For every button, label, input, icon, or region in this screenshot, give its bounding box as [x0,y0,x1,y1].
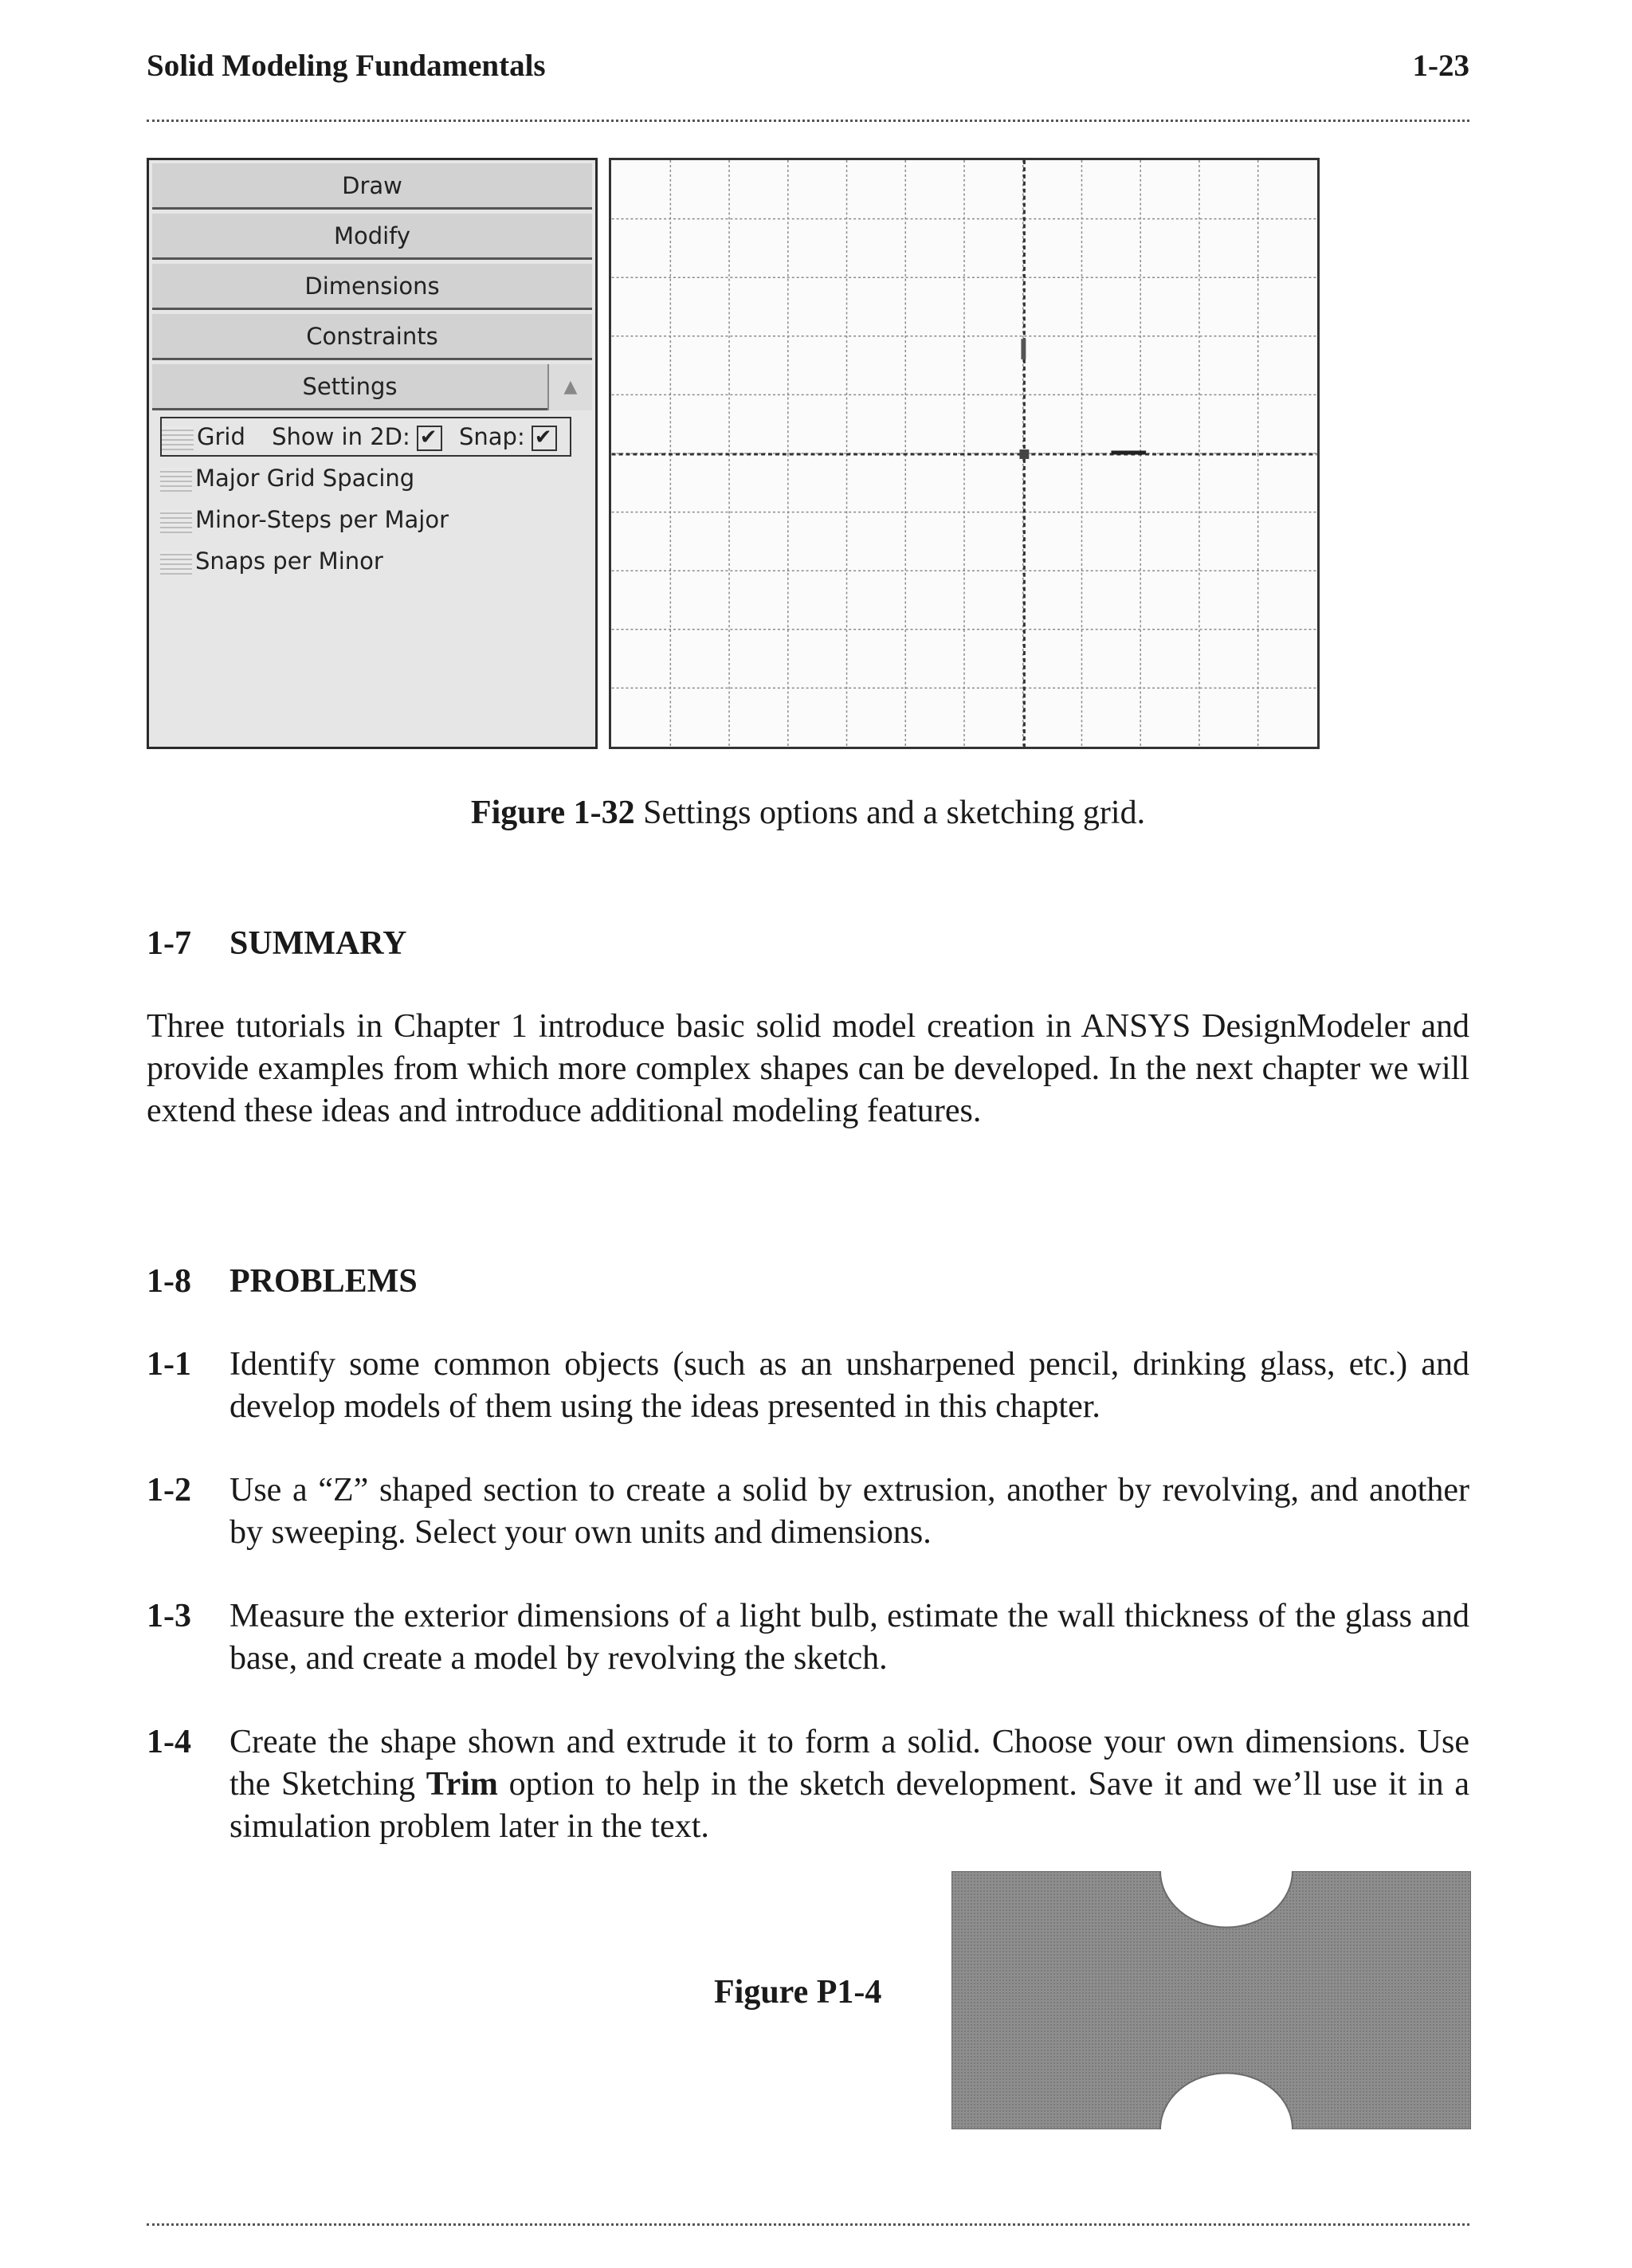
snaps-per-minor-label: Snaps per Minor [195,547,383,575]
running-header [147,48,1469,96]
section-number: 1-8 [147,1263,191,1300]
draw-button[interactable]: Draw [152,163,592,210]
section-title: SUMMARY [230,925,407,962]
minor-steps-row[interactable] [160,501,449,538]
section-title: PROBLEMS [230,1263,418,1300]
dimensions-button[interactable]: Dimensions [152,264,592,310]
problem-text: Use a “Z” shaped section to create a solid by extrusion, another by revolving, and another by sweeping. Select your own units and dimensions. [230,1472,1469,1551]
grid-label: Grid [197,423,245,450]
origin-icon [1019,449,1029,459]
snaps-per-minor-row[interactable] [160,543,383,579]
problem-number: 1-2 [147,1472,191,1509]
axis-marker-icon [1021,339,1026,359]
settings-panel [147,158,598,749]
figure-1-32-caption [147,794,1469,832]
section-number: 1-7 [147,925,191,962]
minor-steps-label: Minor-Steps per Major [195,506,449,533]
grid-icon [162,426,194,450]
show-in-2d-checkbox[interactable] [417,426,442,451]
problem-number: 1-3 [147,1598,191,1634]
spacing-icon [160,468,192,492]
sketching-grid[interactable] [609,158,1320,749]
problems-heading [147,1262,418,1301]
settings-button[interactable]: Settings [152,364,547,410]
problem-number: 1-4 [147,1724,191,1760]
figure-p1-4-shape [951,1871,1471,2129]
problem-number: 1-1 [147,1346,191,1383]
spacing-icon [160,509,192,533]
figure-p1-4-label: Figure P1-4 [714,1974,882,2011]
figure-caption-text: Settings options and a sketching grid. [634,795,1146,831]
figure-label: Figure 1-32 [470,795,635,831]
modify-button[interactable]: Modify [152,214,592,260]
summary-heading [147,924,407,963]
trim-option: Trim [426,1766,498,1803]
spacing-icon [160,551,192,575]
page-number: 1-23 [1412,49,1469,83]
problem-text-part: Create the shape shown and extrude it to form a solid. Choose your own dimensions. Use the Sketching [230,1724,1469,1803]
header-rule [147,120,1469,122]
problem-text [230,1721,1469,1848]
major-grid-spacing-label: Major Grid Spacing [195,465,415,492]
snap-checkbox[interactable] [532,426,557,451]
problem-text: Measure the exterior dimensions of a light bulb, estimate the wall thickness of the glass and base, and create a model by revolving the sketch. [230,1598,1469,1677]
problem-text: Identify some common objects (such as an unsharpened pencil, drinking glass, etc.) and develop models of them using the ideas presented in this chapter. [230,1346,1469,1425]
problem-text-part: option to help in the sketch development. Save it and we’ll use it in a simulation problem later in the text. [230,1766,1470,1845]
summary-paragraph: Three tutorials in Chapter 1 introduce basic solid model creation in ANSYS DesignModeler and provide examples from which more complex shapes can be developed. In the next chapter we will extend these ideas and introduce additional modeling features. [147,1008,1469,1129]
major-grid-spacing-row[interactable] [160,460,414,496]
scroll-up-icon[interactable]: ▲ [547,364,592,410]
show-in-2d-label: Show in 2D: [272,423,410,450]
footer-rule [147,2223,1469,2226]
snap-label: Snap: [459,423,525,450]
constraints-button[interactable]: Constraints [152,314,592,360]
header-title: Solid Modeling Fundamentals [147,49,546,83]
grid-row [160,417,571,457]
